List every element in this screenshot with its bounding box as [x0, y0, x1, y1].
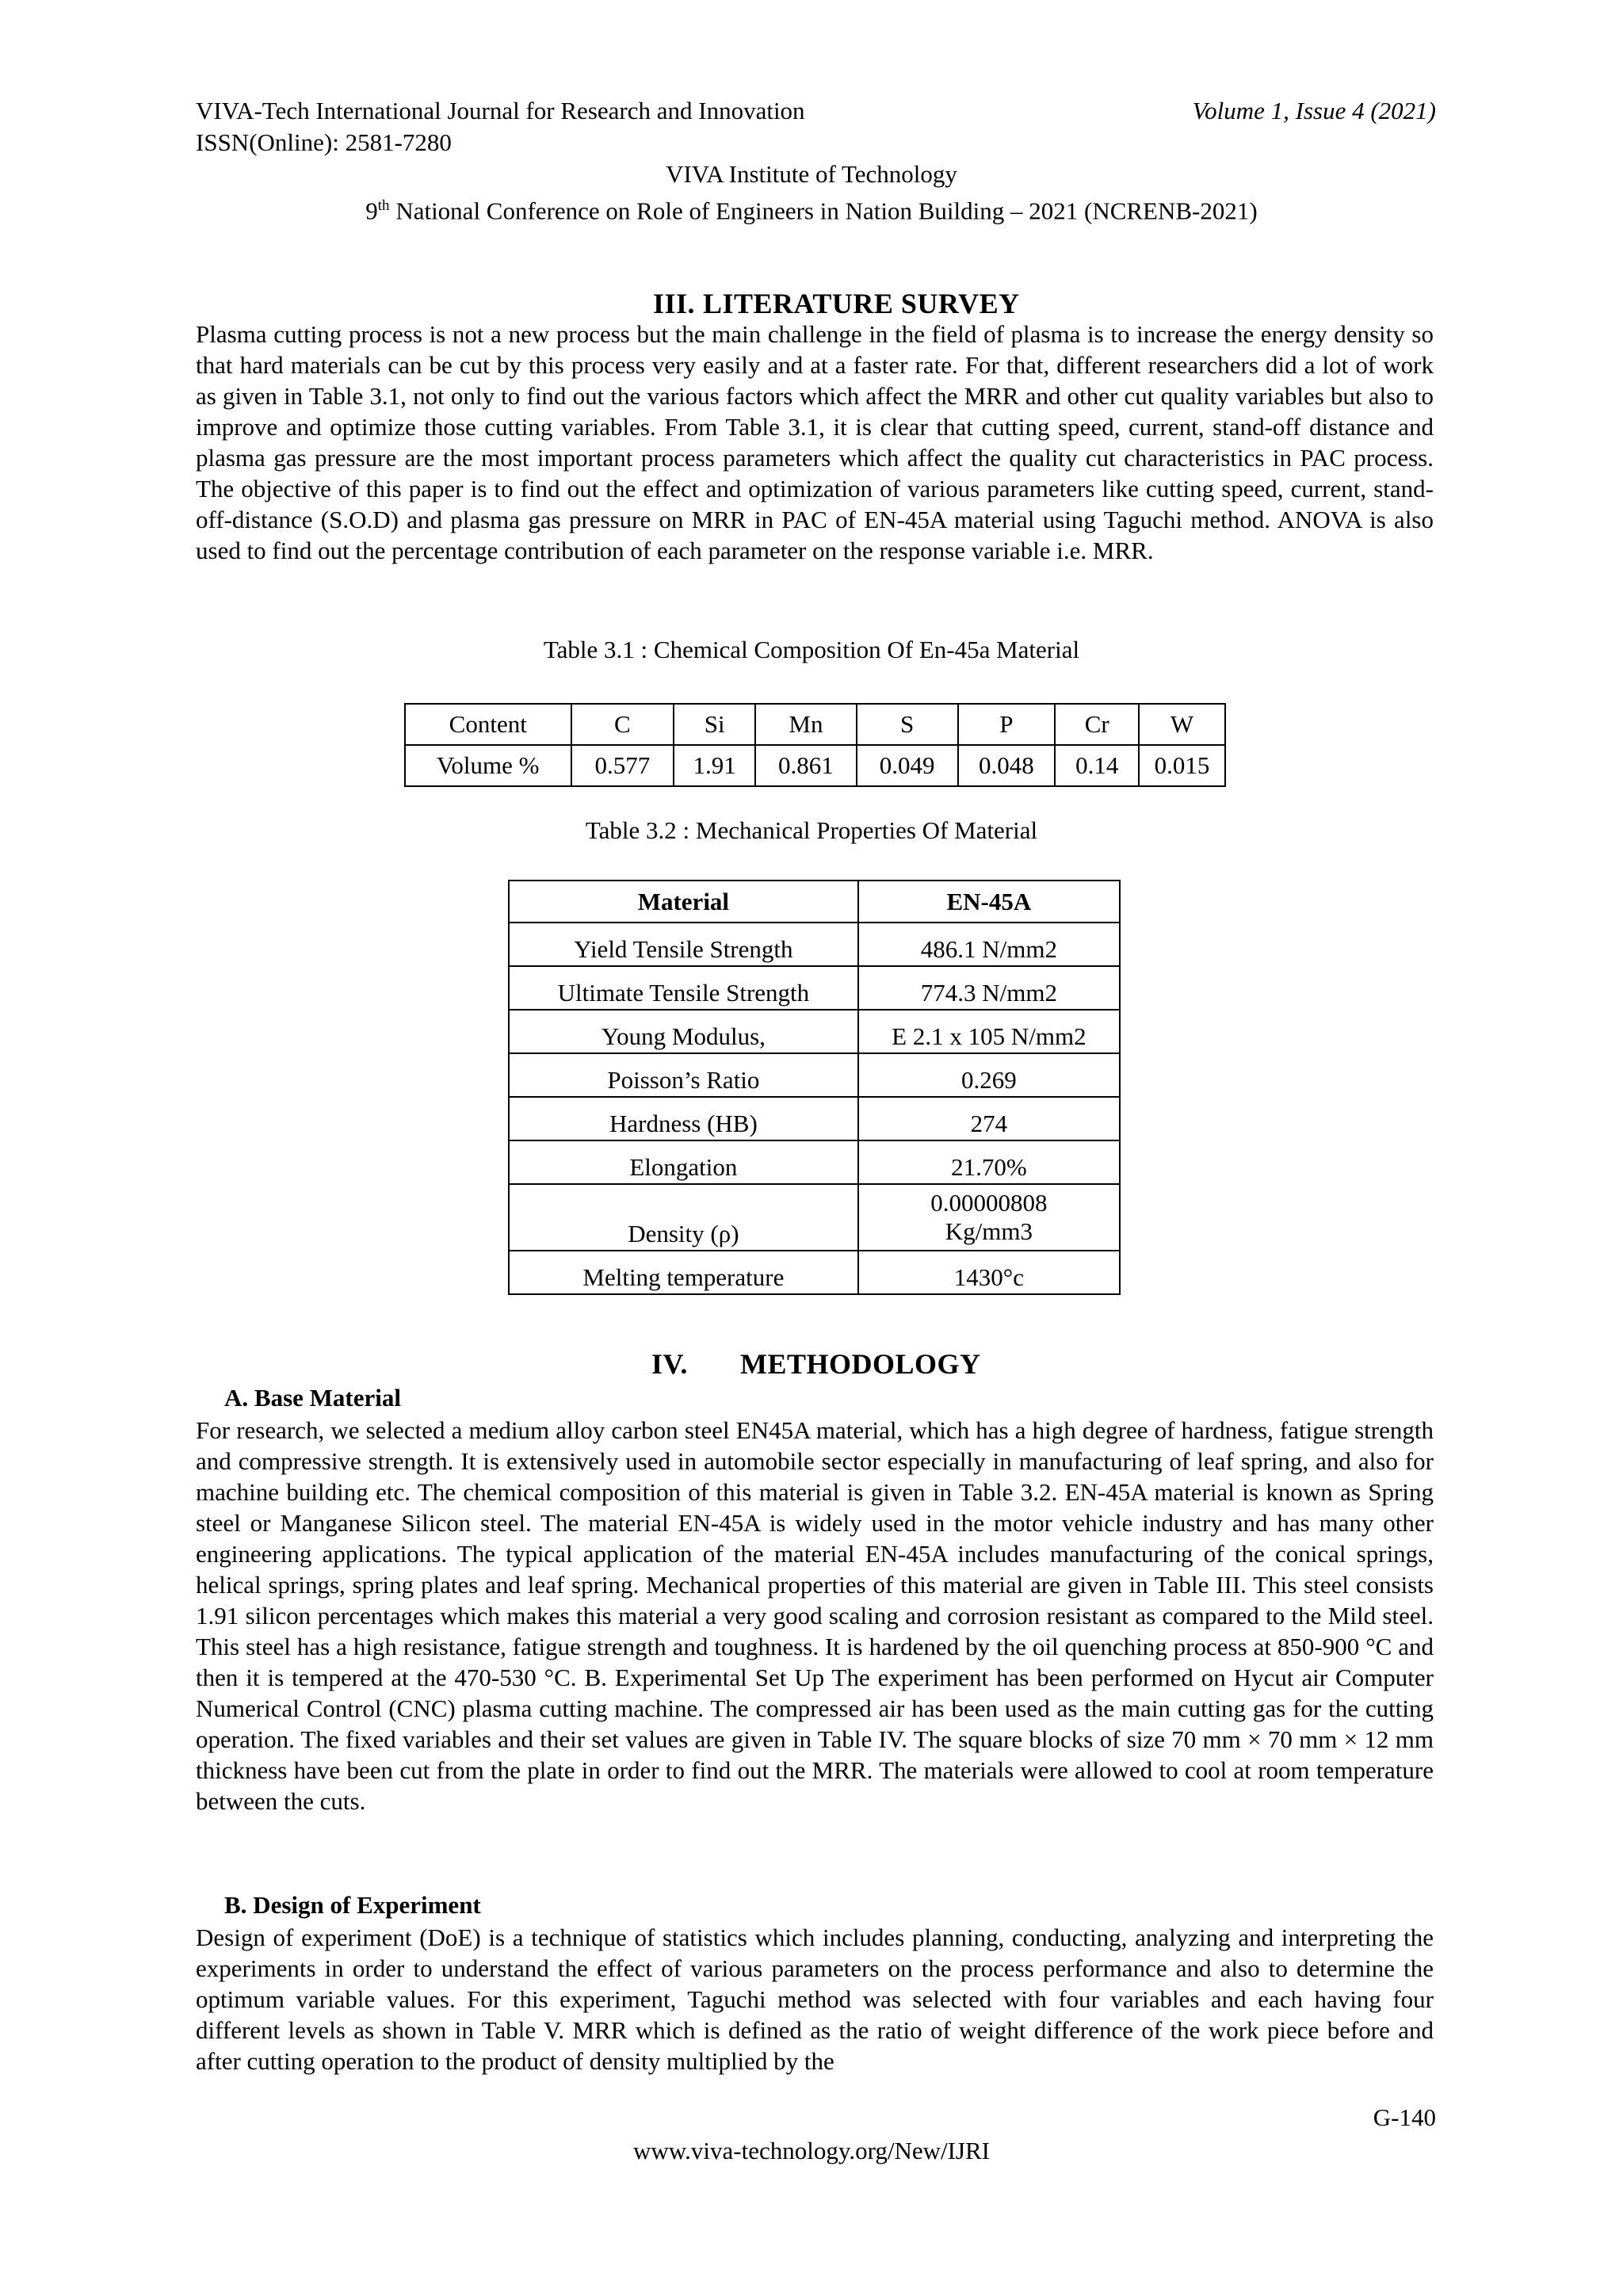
- table-row: [509, 1251, 1120, 1294]
- journal-name: VIVA-Tech International Journal for Research and Innovation: [196, 97, 805, 124]
- table-cell: 0.015: [1139, 745, 1225, 786]
- table-row: [509, 1184, 1120, 1251]
- table-header-cell: Cr: [1055, 704, 1139, 745]
- table-cell: Volume %: [405, 745, 571, 786]
- table-row: [405, 745, 1225, 786]
- footer-url: www.viva-technology.org/New/IJRI: [633, 2137, 990, 2164]
- table-header-cell: EN-45A: [858, 881, 1120, 923]
- table-header-cell: C: [571, 704, 674, 745]
- table-header-cell: S: [857, 704, 958, 745]
- conference-number: 9: [365, 197, 378, 225]
- conference-name: [0, 190, 1623, 227]
- conference-title: National Conference on Role of Engineers in Nation Building – 2021 (NCRENB-2021): [389, 197, 1258, 225]
- section-title-methodology: METHODOLOGY: [740, 1348, 981, 1380]
- property-value: 1430°c: [858, 1251, 1120, 1294]
- table-cell: 0.048: [958, 745, 1056, 786]
- table-row: [509, 923, 1120, 966]
- volume-issue: Volume 1, Issue 4 (2021): [1192, 97, 1436, 124]
- table-row: [509, 1053, 1120, 1097]
- literature-survey-paragraph: [196, 319, 1434, 566]
- property-value: 0.269: [858, 1053, 1120, 1097]
- table-header-row: [405, 704, 1225, 745]
- design-of-experiment-text: Design of experiment (DoE) is a technique of statistics which includes planning, conducting, analyzing and interpreting the experiments in order to understand the effect of various parameters on the process performance and also to determine the optimum variable values. For this experiment, Taguchi method was selected with four variables and each having four different levels as shown in Table V. MRR which is defined as the ratio of weight difference of the work piece before and after cutting operation to the product of density multiplied by the: [196, 1924, 1434, 2075]
- property-label: Density (ρ): [509, 1184, 858, 1251]
- table-header-cell: P: [958, 704, 1056, 745]
- property-label: Poisson’s Ratio: [509, 1053, 858, 1097]
- section-title-literature-survey: LITERATURE SURVEY: [703, 288, 1020, 319]
- conference-ordinal: th: [377, 197, 390, 214]
- design-of-experiment-paragraph: [196, 1922, 1434, 2076]
- property-label: Yield Tensile Strength: [509, 923, 858, 966]
- property-value: 774.3 N/mm2: [858, 966, 1120, 1010]
- property-value: 274: [858, 1097, 1120, 1140]
- property-label: Young Modulus,: [509, 1010, 858, 1053]
- table-cell: 0.14: [1055, 745, 1139, 786]
- subsection-base-material: A. Base Material: [224, 1384, 401, 1412]
- section-number-iv: IV.: [651, 1348, 688, 1380]
- property-label: Melting temperature: [509, 1251, 858, 1294]
- table-header-cell: Si: [674, 704, 755, 745]
- table-row: [509, 1097, 1120, 1140]
- table-header-row: [509, 881, 1120, 923]
- table-cell: 1.91: [674, 745, 755, 786]
- mechanical-properties-table: [508, 880, 1121, 1295]
- table-header-cell: Mn: [755, 704, 857, 745]
- literature-survey-text: Plasma cutting process is not a new process but the main challenge in the field of plasma is to increase the energy density so that hard materials can be cut by this process very easily and at a faster rate. For that, different researchers did a lot of work as given in Table 3.1, not only to find out the various factors which affect the MRR and other cut quality variables but also to improve and optimize those cutting variables. From Table 3.1, it is clear that cutting speed, current, stand-off distance and plasma gas pressure are the most important process parameters which affect the quality cut characteristics in PAC process. The objective of this paper is to find out the effect and optimization of various parameters like cutting speed, current, stand-off-distance (S.O.D) and plasma gas pressure on MRR in PAC of EN-45A material using Taguchi method. ANOVA is also used to find out the percentage contribution of each parameter on the response variable i.e. MRR.: [196, 320, 1434, 564]
- table-3-2-caption: Table 3.2 : Mechanical Properties Of Material: [585, 816, 1038, 844]
- table-cell: 0.049: [857, 745, 958, 786]
- table-header-cell: Material: [509, 881, 858, 923]
- table-row: [509, 1140, 1120, 1184]
- subsection-design-of-experiment: B. Design of Experiment: [224, 1891, 481, 1919]
- base-material-paragraph: [196, 1415, 1434, 1817]
- table-header-cell: Content: [405, 704, 571, 745]
- property-value: 486.1 N/mm2: [858, 923, 1120, 966]
- issn: ISSN(Online): 2581-7280: [196, 128, 452, 156]
- table-row: [509, 966, 1120, 1010]
- table-header-cell: W: [1139, 704, 1225, 745]
- property-label: Hardness (HB): [509, 1097, 858, 1140]
- table-3-1-caption: Table 3.1 : Chemical Composition Of En-45a Material: [543, 636, 1080, 663]
- base-material-text: For research, we selected a medium alloy carbon steel EN45A material, which has a high degree of hardness, fatigue strength and compressive strength. It is extensively used in automobile sector especially in manufacturing of leaf spring, and also for machine building etc. The chemical composition of this material is given in Table 3.2. EN-45A material is known as Spring steel or Manganese Silicon steel. The material EN-45A is widely used in the motor vehicle industry and has many other engineering applications. The typical application of the material EN-45A includes manufacturing of the conical springs, helical springs, spring plates and leaf spring. Mechanical properties of this material are given in Table III. This steel consists 1.91 silicon percentages which makes this material a very good scaling and corrosion resistant as compared to the Mild steel. This steel has a high resistance, fatigue strength and toughness. It is hardened by the oil quenching process at 850-900 °C and then it is tempered at the 470-530 °C. B. Experimental Set Up The experiment has been performed on Hycut air Computer Numerical Control (CNC) plasma cutting machine. The compressed air has been used as the main cutting gas for the cutting operation. The fixed variables and their set values are given in Table IV. The square blocks of size 70 mm × 70 mm × 12 mm thickness have been cut from the plate in order to find out the MRR. The materials were allowed to cool at room temperature between the cuts.: [196, 1416, 1434, 1815]
- property-label: Ultimate Tensile Strength: [509, 966, 858, 1010]
- property-value: E 2.1 x 105 N/mm2: [858, 1010, 1120, 1053]
- table-cell: 0.577: [571, 745, 674, 786]
- section-number-iii: III.: [653, 288, 696, 319]
- property-label: Elongation: [509, 1140, 858, 1184]
- table-cell: 0.861: [755, 745, 857, 786]
- property-value: [858, 1184, 1120, 1251]
- density-unit: Kg/mm3: [945, 1217, 1033, 1245]
- table-row: [509, 1010, 1120, 1053]
- property-value: 21.70%: [858, 1140, 1120, 1184]
- institute-name: VIVA Institute of Technology: [666, 160, 957, 188]
- page-number: G-140: [1373, 2103, 1436, 2131]
- chemical-composition-table: [404, 703, 1226, 787]
- density-value: 0.00000808: [930, 1189, 1048, 1217]
